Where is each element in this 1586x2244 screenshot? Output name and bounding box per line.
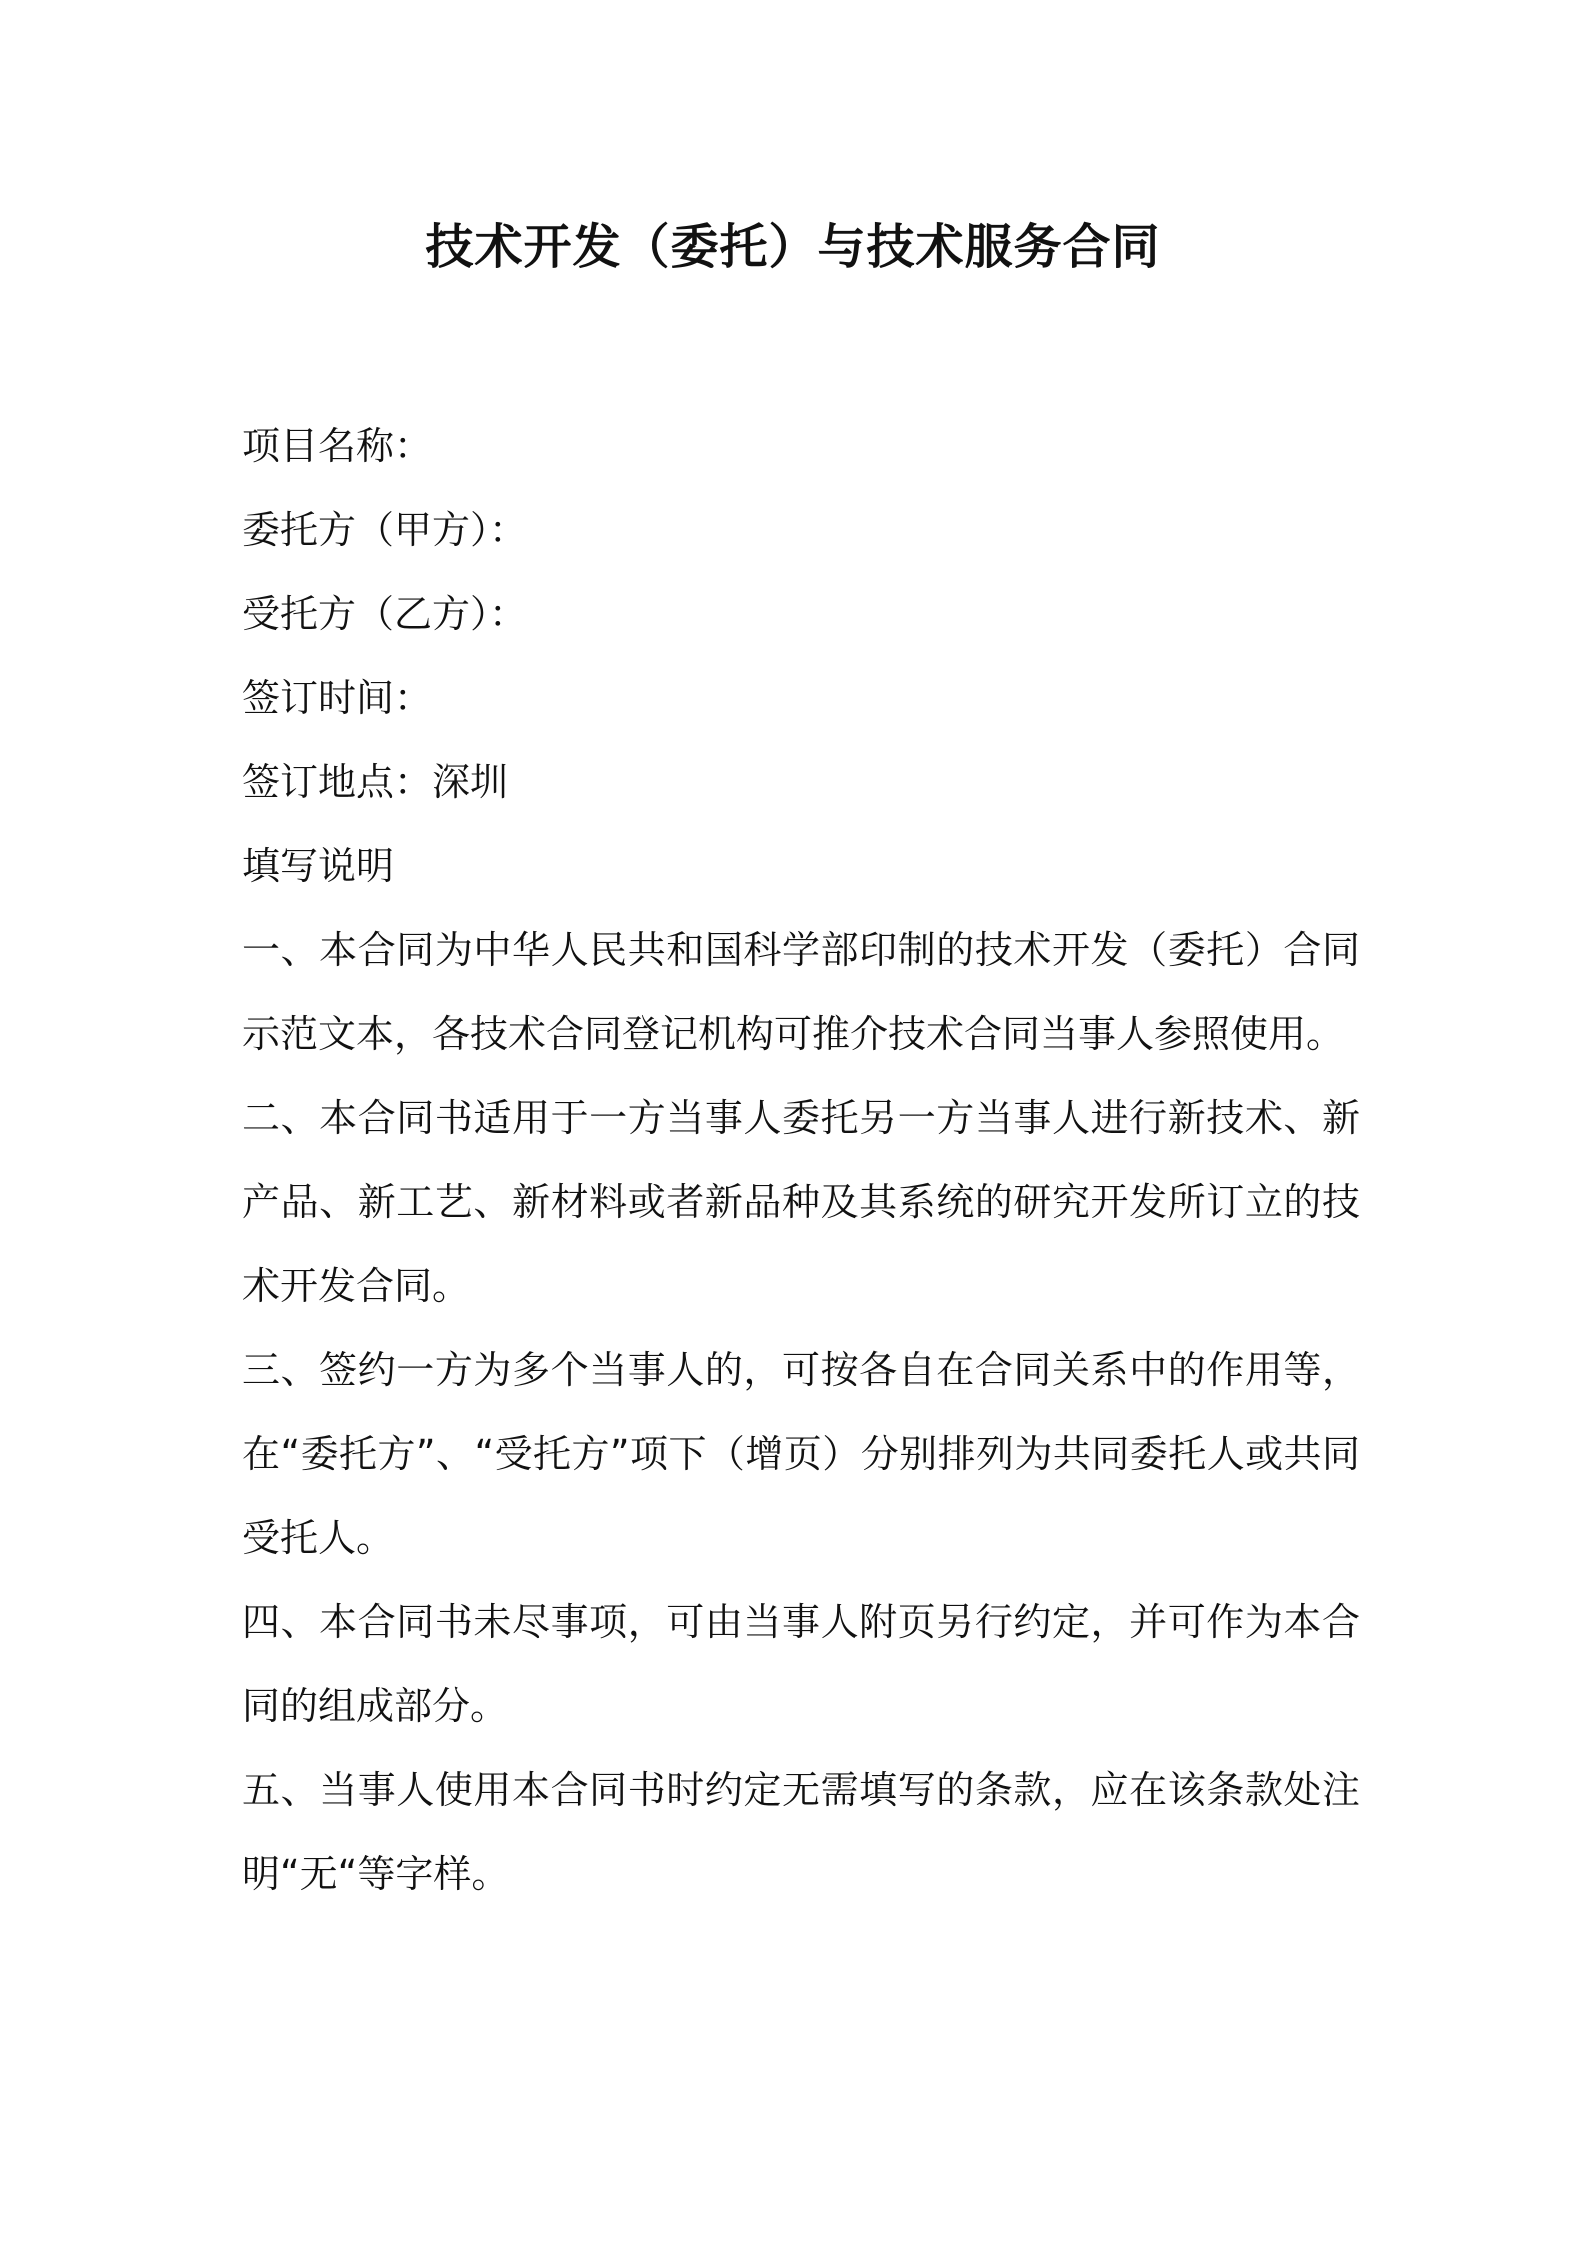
instruction-item-4: 四、本合同书未尽事项，可由当事人附页另行约定，并可作为本合同的组成部分。 <box>242 1600 1360 1728</box>
instruction-item-1: 一、本合同为中华人民共和国科学部印制的技术开发（委托）合同示范文本，各技术合同登记机构可推介技术合同当事人参照使用。 <box>242 928 1360 1056</box>
party-a-label: 委托方（甲方）： <box>242 508 528 552</box>
sign-place-row <box>242 740 1360 824</box>
instruction-item-3: 三、签约一方为多个当事人的，可按各自在合同关系中的作用等，在“委托方”、“受托方”项下（增页）分别排列为共同委托人或共同受托人。 <box>242 1348 1360 1560</box>
party-b-label: 受托方（乙方）： <box>242 592 528 636</box>
instructions-heading: 填写说明 <box>242 844 395 888</box>
document-body <box>242 404 1360 1916</box>
sign-place-label: 签订地点： <box>242 760 433 804</box>
project-name-label: 项目名称： <box>242 424 433 468</box>
instruction-item-2: 二、本合同书适用于一方当事人委托另一方当事人进行新技术、新产品、新工艺、新材料或者新品种及其系统的研究开发所订立的技术开发合同。 <box>242 1096 1360 1308</box>
instruction-item-5: 五、当事人使用本合同书时约定无需填写的条款，应在该条款处注明“无“等字样。 <box>242 1768 1360 1896</box>
document-title: 技术开发（委托）与技术服务合同 <box>425 219 1161 275</box>
sign-date-label: 签订时间： <box>242 676 433 720</box>
sign-place-value: 深圳 <box>432 760 509 804</box>
